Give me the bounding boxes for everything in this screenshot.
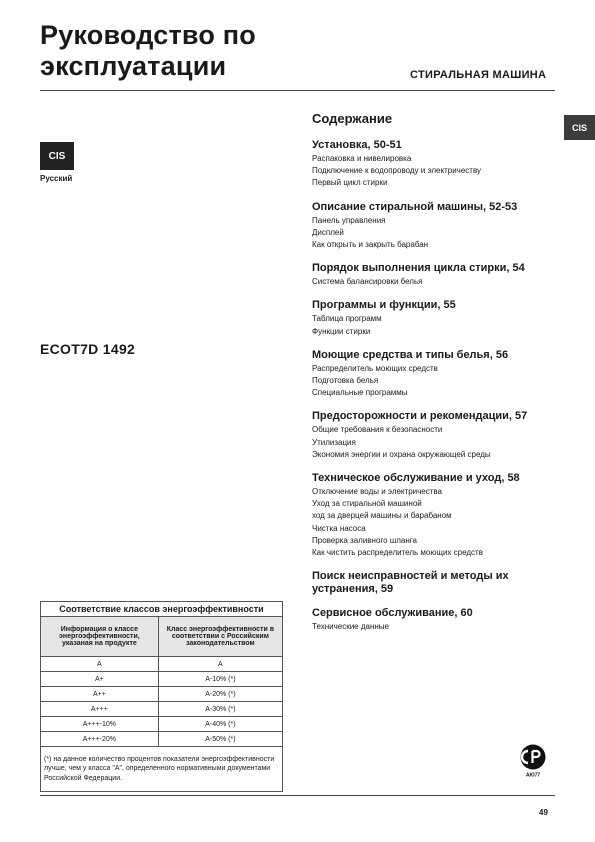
- energy-table-caption: Соответствие классов энергоэффективности: [41, 602, 283, 617]
- model-number: ECOT7D 1492: [40, 341, 136, 357]
- table-row: [41, 702, 283, 717]
- toc-section-heading: Техническое обслуживание и уход, 58: [312, 472, 520, 485]
- toc-section: [312, 201, 562, 252]
- toc-item: Система балансировки белья: [312, 277, 423, 287]
- toc-item: Панель управления: [312, 215, 386, 225]
- toc-item: Уход за стиральной машиной: [312, 499, 422, 509]
- toc-section: [312, 349, 562, 400]
- footer-divider: [40, 795, 555, 796]
- toc-sections: [312, 139, 562, 633]
- toc-item: Экономия энергии и охрана окружающей среды: [312, 449, 491, 459]
- russian-class-cell: A-50% (*): [158, 732, 282, 747]
- table-row: [41, 717, 283, 732]
- toc-section: [312, 607, 562, 633]
- product-class-cell: A+: [41, 672, 159, 687]
- toc-section-heading: Описание стиральной машины, 52-53: [312, 200, 518, 213]
- table-row: [41, 672, 283, 687]
- cis-side-tab: CIS: [564, 115, 595, 140]
- energy-table-note: (*) на данное количество процентов показатели энергоэффективности лучше, чем у класса "A", определенного нормативными документами Российской Федерации.: [41, 747, 283, 792]
- russian-class-cell: A-30% (*): [158, 702, 282, 717]
- energy-col1-header: Информация о классе энергоэффективности, указаная на продукте: [41, 617, 159, 657]
- toc-item: Проверка заливного шланга: [312, 535, 417, 545]
- product-class-cell: A: [41, 657, 159, 672]
- toc-section: [312, 299, 562, 337]
- toc-item: Первый цикл стирки: [312, 178, 388, 188]
- toc-item: ход за дверцей машины и барабаном: [312, 511, 452, 521]
- toc-section: [312, 139, 562, 190]
- language-label: Русский: [40, 174, 73, 183]
- toc-section-heading: Программы и функции, 55: [312, 299, 456, 312]
- toc-item: Общие требования к безопасности: [312, 425, 443, 435]
- toc-item: Чистка насоса: [312, 523, 366, 533]
- toc-item: Дисплей: [312, 227, 344, 237]
- table-row: [41, 732, 283, 747]
- toc-section-heading: Предосторожности и рекомендации, 57: [312, 410, 528, 423]
- toc-item: Технические данные: [312, 622, 390, 632]
- product-class-cell: A+++-10%: [41, 717, 159, 732]
- language-badge: CIS: [40, 142, 74, 170]
- energy-class-table: [40, 601, 283, 792]
- toc-item: Как открыть и закрыть барабан: [312, 240, 429, 250]
- toc-item: Распаковка и нивелировка: [312, 154, 412, 163]
- toc-item: Утилизация: [312, 437, 356, 447]
- russian-class-cell: A-20% (*): [158, 687, 282, 702]
- document-title: Руководство по эксплуатации: [40, 20, 256, 81]
- toc-section: [312, 410, 562, 461]
- russian-class-cell: A-10% (*): [158, 672, 282, 687]
- toc-section: [312, 262, 562, 288]
- product-class-cell: A+++: [41, 702, 159, 717]
- toc-item: Распределитель моющих средств: [312, 363, 438, 373]
- eac-certification-icon: [519, 744, 547, 778]
- toc-item: Как чистить распределитель моющих средств: [312, 548, 483, 558]
- toc-title: Содержание: [312, 111, 393, 126]
- toc-item: Подготовка белья: [312, 376, 379, 386]
- toc-item: Отключение воды и электричества: [312, 487, 442, 497]
- table-of-contents: [312, 111, 562, 644]
- page-number: 49: [539, 808, 548, 817]
- energy-col2-header: Класс энергоэффективности в соответствии с Российским законодательством: [158, 617, 282, 657]
- toc-item: Подключение к водопроводу и электричеству: [312, 166, 482, 176]
- russian-class-cell: A-40% (*): [158, 717, 282, 732]
- logo-caption: АЮ77: [525, 772, 541, 778]
- toc-item: Специальные программы: [312, 388, 408, 398]
- document-subtitle: СТИРАЛЬНАЯ МАШИНА: [410, 69, 547, 81]
- header-divider: [40, 90, 555, 91]
- product-class-cell: A+++-20%: [41, 732, 159, 747]
- toc-section-heading: Сервисное обслуживание, 60: [312, 607, 473, 620]
- table-note-row: [41, 747, 283, 792]
- toc-item: Функции стирки: [312, 326, 371, 336]
- table-row: [41, 657, 283, 672]
- toc-section-heading: Установка, 50-51: [312, 139, 402, 151]
- toc-section: [312, 472, 562, 559]
- table-row: [41, 687, 283, 702]
- product-class-cell: A++: [41, 687, 159, 702]
- toc-section: [312, 570, 562, 596]
- toc-item: Таблица программ: [312, 314, 382, 324]
- toc-section-heading: Моющие средства и типы белья, 56: [312, 348, 509, 361]
- toc-section-heading: Порядок выполнения цикла стирки, 54: [312, 262, 525, 275]
- toc-section-heading: Поиск неисправностей и методы их устранения, 59: [312, 570, 509, 596]
- russian-class-cell: A: [158, 657, 282, 672]
